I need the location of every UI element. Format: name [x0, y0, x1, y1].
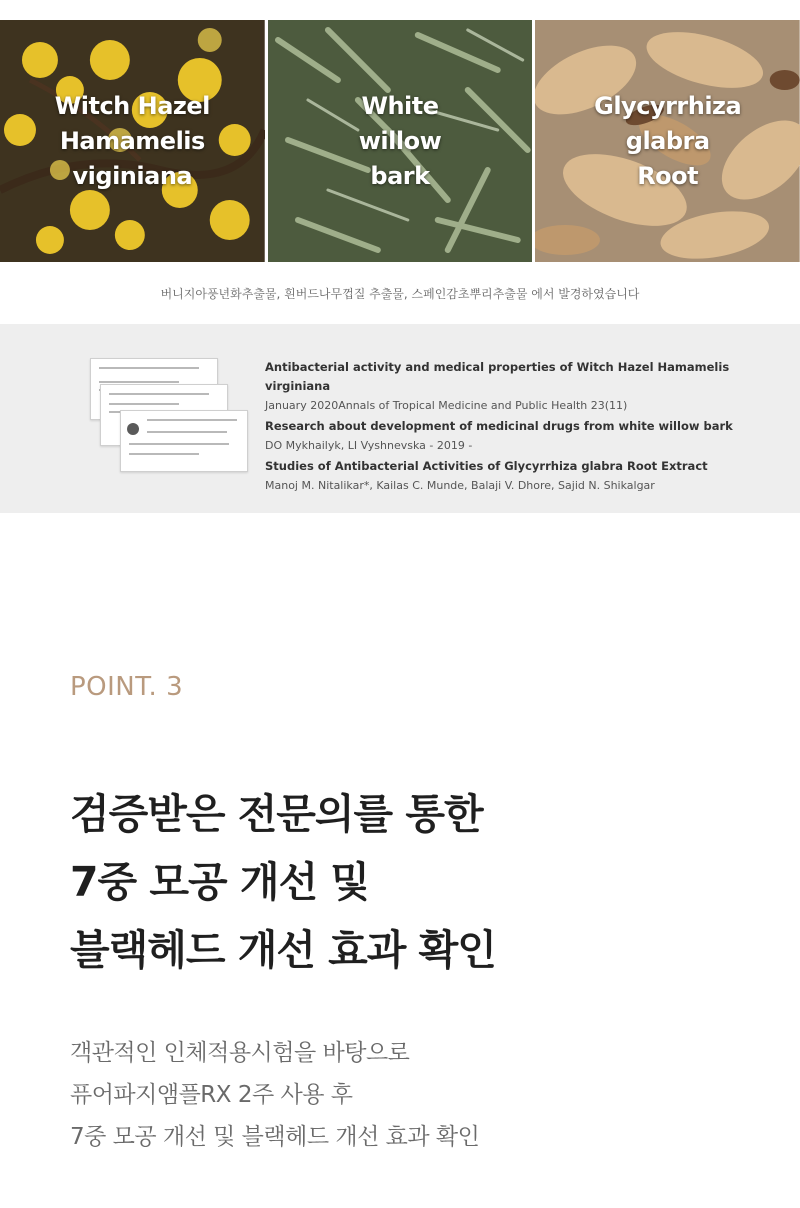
ingredient-tile-willow [268, 20, 533, 262]
reference-source: DO Mykhailyk, LI Vyshnevska - 2019 - [265, 439, 473, 452]
reference-title: Antibacterial activity and medical properties of Witch Hazel Hamamelis virginiana [265, 360, 730, 393]
body-text [70, 1032, 479, 1158]
references-panel [0, 324, 800, 513]
point-label: POINT. 3 [70, 672, 184, 702]
headline-line: 블랙헤드 개선 효과 확인 [70, 926, 496, 974]
body-line: 퓨어파지앰플RX 2주 사용 후 [70, 1082, 353, 1108]
reference-title: Research about development of medicinal drugs from white willow bark [265, 419, 733, 433]
reference-source: January 2020Annals of Tropical Medicine and Public Health 23(11) [265, 399, 628, 412]
reference-list [265, 358, 785, 497]
ingredient-tiles [0, 20, 800, 262]
ingredient-tile-licorice [535, 20, 800, 262]
ingredient-label-willow: White willow bark [358, 91, 442, 190]
paper-thumbnails [90, 358, 250, 478]
ingredient-label-licorice: Glycyrrhiza glabra Root [594, 91, 742, 190]
reference-title: Studies of Antibacterial Activities of Glycyrrhiza glabra Root Extract [265, 459, 708, 473]
body-line: 7중 모공 개선 및 블랙헤드 개선 효과 확인 [70, 1124, 480, 1150]
headline-line: 7중 모공 개선 및 [70, 858, 369, 906]
ingredient-label-witch-hazel: Witch Hazel Hamamelis viginiana [54, 91, 210, 190]
ingredient-tile-witch-hazel [0, 20, 265, 262]
reference-item [265, 457, 785, 495]
reference-source: Manoj M. Nitalikar*, Kailas C. Munde, Balaji V. Dhore, Sajid N. Shikalgar [265, 479, 655, 492]
ingredient-caption: 버니지아풍년화추출물, 흰버드나무껍질 추출물, 스페인감초뿌리추출물 에서 발경하였습니다 [160, 287, 640, 301]
headline [70, 780, 496, 984]
reference-item [265, 358, 785, 415]
reference-item [265, 417, 785, 455]
headline-line: 검증받은 전문의를 통한 [70, 790, 483, 838]
paper-thumbnail [120, 410, 248, 472]
body-line: 객관적인 인체적용시험을 바탕으로 [70, 1040, 410, 1066]
